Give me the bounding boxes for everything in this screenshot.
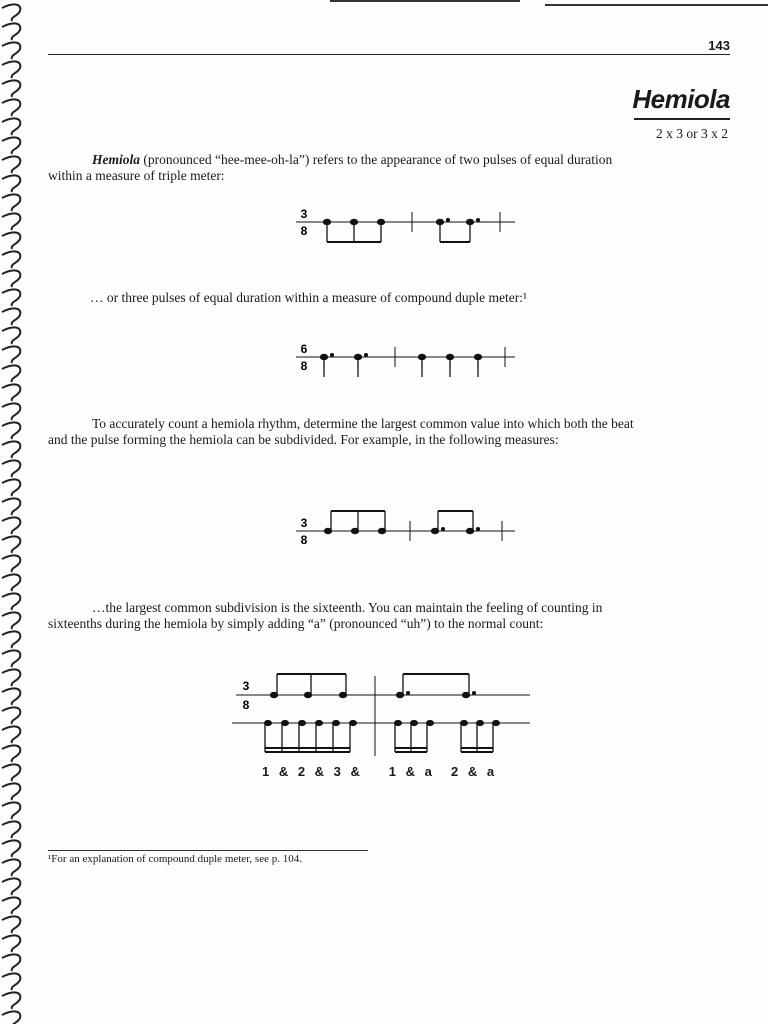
time-signature-bottom: 8 — [300, 224, 308, 238]
binding-coil — [2, 536, 20, 553]
binding-coil — [2, 859, 20, 876]
paragraph-subdivision: …the largest common subdivision is the sixteenth. You can maintain the feeling of counting in sixteenths during the hemiola by simply adding “a” (pronounced “uh”) to the normal count: — [48, 600, 603, 631]
binding-coil — [2, 574, 20, 591]
binding-coil — [2, 80, 20, 97]
binding-coil — [2, 745, 20, 762]
top-edge-line — [330, 0, 520, 2]
notation-example-3 — [290, 505, 520, 553]
notation-example-1 — [290, 200, 520, 248]
binding-coil — [2, 308, 20, 325]
binding-coil — [2, 175, 20, 192]
binding-coil — [2, 156, 20, 173]
sixteenth-note — [265, 721, 272, 726]
sixteenth-note — [461, 721, 468, 726]
binding-coil — [2, 498, 20, 515]
sixteenth-note — [333, 721, 340, 726]
binding-coil — [2, 821, 20, 838]
sixteenth-note — [395, 721, 402, 726]
binding-coil — [2, 270, 20, 287]
sixteenth-note — [493, 721, 500, 726]
binding-coil — [2, 194, 20, 211]
binding-coil — [2, 916, 20, 933]
binding-coil — [2, 365, 20, 382]
top-edge-line — [545, 4, 768, 6]
notation-example-4 — [228, 668, 538, 764]
binding-coil — [2, 650, 20, 667]
binding-coil — [2, 403, 20, 420]
binding-coil — [2, 973, 20, 990]
time-signature-bottom: 8 — [300, 359, 308, 373]
binding-coil — [2, 137, 20, 154]
binding-coil — [2, 992, 20, 1009]
binding-coil — [2, 251, 20, 268]
title-underline — [634, 118, 730, 120]
binding-coil — [2, 897, 20, 914]
binding-coil — [2, 707, 20, 724]
binding-coil — [2, 878, 20, 895]
sixteenth-note — [477, 721, 484, 726]
count-syllables: 1 & 2 & 3 & 1 & a 2 & a — [262, 764, 495, 779]
time-signature-bottom: 8 — [242, 698, 250, 712]
binding-coil — [2, 23, 20, 40]
binding-coil — [2, 99, 20, 116]
binding-coil — [2, 764, 20, 781]
time-signature-top: 6 — [300, 342, 308, 356]
paragraph-counting: To accurately count a hemiola rhythm, determine the largest common value into which both the beat and the pulse forming the hemiola can be subdivided. For example, in the following measures: — [48, 416, 634, 447]
binding-coil — [2, 688, 20, 705]
binding-coil — [2, 422, 20, 439]
definition-text: (pronounced “hee-mee-oh-la”) refers to the appearance of two pulses of equal duration within a measure of triple meter: — [48, 152, 613, 183]
binding-coil — [2, 460, 20, 477]
binding-coil — [2, 346, 20, 363]
sixteenth-note — [299, 721, 306, 726]
footnote: ¹For an explanation of compound duple meter, see p. 104. — [48, 853, 302, 865]
binding-coil — [2, 669, 20, 686]
binding-coil — [2, 1011, 20, 1024]
binding-coil — [2, 593, 20, 610]
header-rule — [48, 54, 730, 55]
binding-coil — [2, 384, 20, 401]
sixteenth-note — [411, 721, 418, 726]
notation-example-2 — [290, 335, 520, 383]
binding-coil — [2, 61, 20, 78]
binding-coil — [2, 935, 20, 952]
page-title: Hemiola — [632, 84, 730, 114]
paragraph-definition — [48, 152, 638, 184]
binding-coil — [2, 479, 20, 496]
binding-coil — [2, 517, 20, 534]
time-signature-top: 3 — [242, 679, 250, 693]
footnote-rule — [48, 850, 368, 851]
sixteenth-note — [427, 721, 434, 726]
time-signature-bottom: 8 — [300, 533, 308, 547]
term-hemiola: Hemiola — [92, 152, 140, 167]
sixteenth-note — [282, 721, 289, 726]
sixteenth-note — [350, 721, 357, 726]
binding-coil — [2, 783, 20, 800]
binding-coil — [2, 612, 20, 629]
binding-coil — [2, 726, 20, 743]
binding-coil — [2, 840, 20, 857]
time-signature-top: 3 — [300, 207, 308, 221]
paragraph-compound-duple: … or three pulses of equal duration within a measure of compound duple meter:¹ — [90, 290, 528, 305]
page-subtitle: 2 x 3 or 3 x 2 — [656, 126, 728, 141]
binding-coil — [2, 802, 20, 819]
spiral-binding — [0, 0, 40, 1024]
binding-coil — [2, 954, 20, 971]
binding-coil — [2, 289, 20, 306]
sixteenth-note — [316, 721, 323, 726]
time-signature-top: 3 — [300, 516, 308, 530]
binding-coil — [2, 327, 20, 344]
binding-coil — [2, 555, 20, 572]
binding-coil — [2, 118, 20, 135]
binding-coil — [2, 631, 20, 648]
binding-coil — [2, 232, 20, 249]
page-number: 143 — [708, 38, 730, 53]
binding-coil — [2, 42, 20, 59]
binding-coil — [2, 213, 20, 230]
binding-coil — [2, 4, 20, 21]
binding-coil — [2, 441, 20, 458]
